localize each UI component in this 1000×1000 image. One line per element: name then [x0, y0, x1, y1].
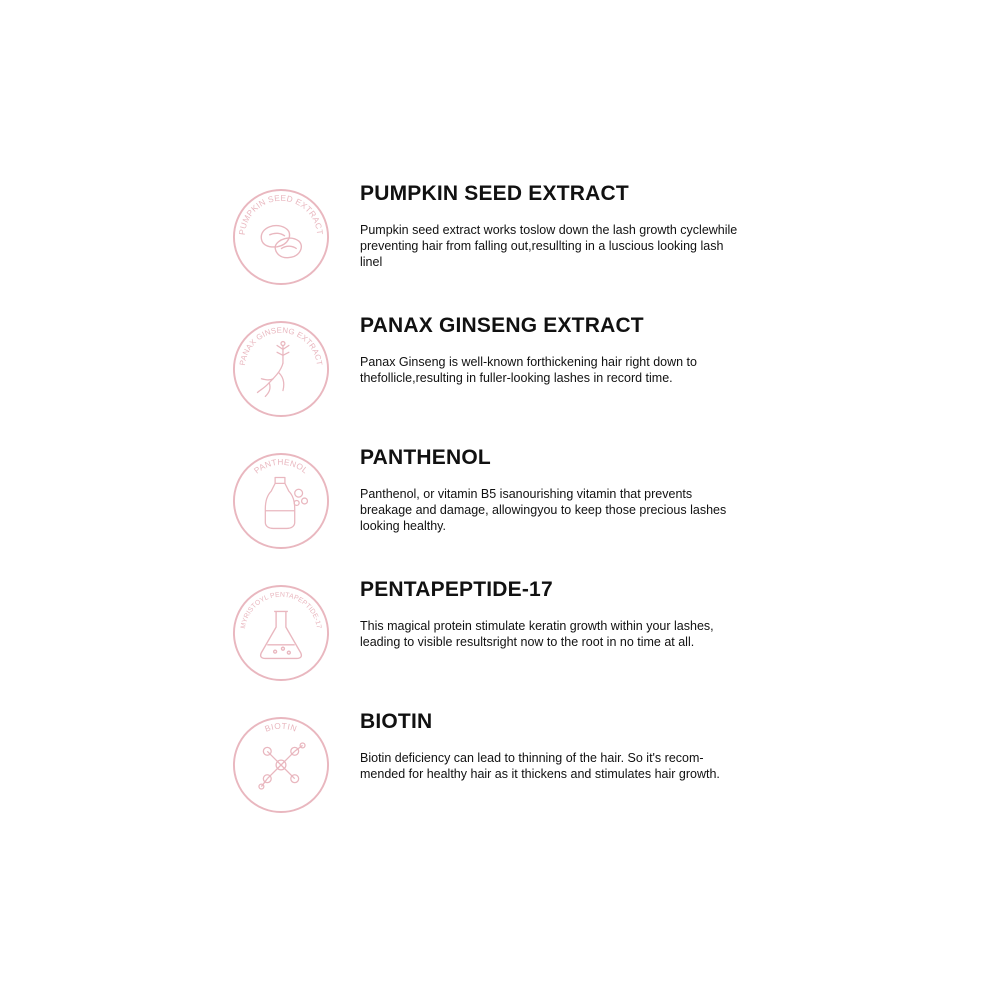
panax-ginseng-badge [232, 320, 330, 418]
ingredient-description: Biotin deficiency can lead to thinning of the hair. So it's recom-mended for healthy hair as it thickens and stimulates hair growth. [360, 751, 720, 781]
svg-text:MYRISTOYL PENTAPEPTIDE-17 [240, 592, 322, 630]
ingredient-pentapeptide-17 [232, 578, 752, 694]
pentapeptide-badge [232, 584, 330, 682]
pumpkin-seed-badge [232, 188, 330, 286]
ginseng-root-icon [257, 342, 288, 397]
ingredient-description: This magical protein stimulate keratin growth within your lashes, leading to visible resultsright now to the root in no time at all. [360, 619, 714, 649]
ingredient-title: PUMPKIN SEED EXTRACT [360, 182, 629, 205]
svg-text:PUMPKIN SEED EXTRACT [237, 193, 326, 236]
ingredient-description: Pumpkin seed extract works toslow down the lash growth cyclewhile preventing hair from falling out,resullting in a luscious looking lash linel [360, 223, 738, 269]
panthenol-badge [232, 452, 330, 550]
flask-icon [261, 611, 302, 658]
panthenol-badge-text: PANTHENOL [251, 456, 311, 476]
ingredient-panax-ginseng [232, 314, 752, 430]
ingredient-title: PENTAPEPTIDE-17 [360, 578, 553, 601]
biotin-badge [232, 716, 330, 814]
ingredient-panthenol [232, 446, 752, 562]
ingredient-title: BIOTIN [360, 710, 433, 733]
ingredient-title: PANAX GINSENG EXTRACT [360, 314, 644, 337]
ingredient-description: Panthenol, or vitamin B5 isanourishing vitamin that prevents breakage and damage, allowingyou to keep those precious lashes looking healthy. [360, 487, 727, 533]
pumpkin-seeds-icon [261, 226, 301, 258]
ingredient-title: PANTHENOL [360, 446, 491, 469]
ingredient-pumpkin-seed [232, 182, 752, 298]
molecule-icon [259, 743, 305, 789]
ingredient-biotin [232, 710, 752, 826]
svg-text:BIOTIN [263, 721, 298, 734]
biotin-badge-text: BIOTIN [263, 720, 299, 734]
ingredient-description: Panax Ginseng is well-known forthickening hair right down to thefollicle,resulting in fuller-looking lashes in record time. [360, 355, 697, 385]
panax-ginseng-badge-text: PANAX GINSENG EXTRACT [237, 325, 325, 367]
pumpkin-seed-badge-text: PUMPKIN SEED EXTRACT [236, 192, 326, 236]
bottle-icon [265, 477, 307, 528]
pentapeptide-badge-text: MYRISTOYL PENTAPEPTIDE-17 [239, 591, 323, 630]
